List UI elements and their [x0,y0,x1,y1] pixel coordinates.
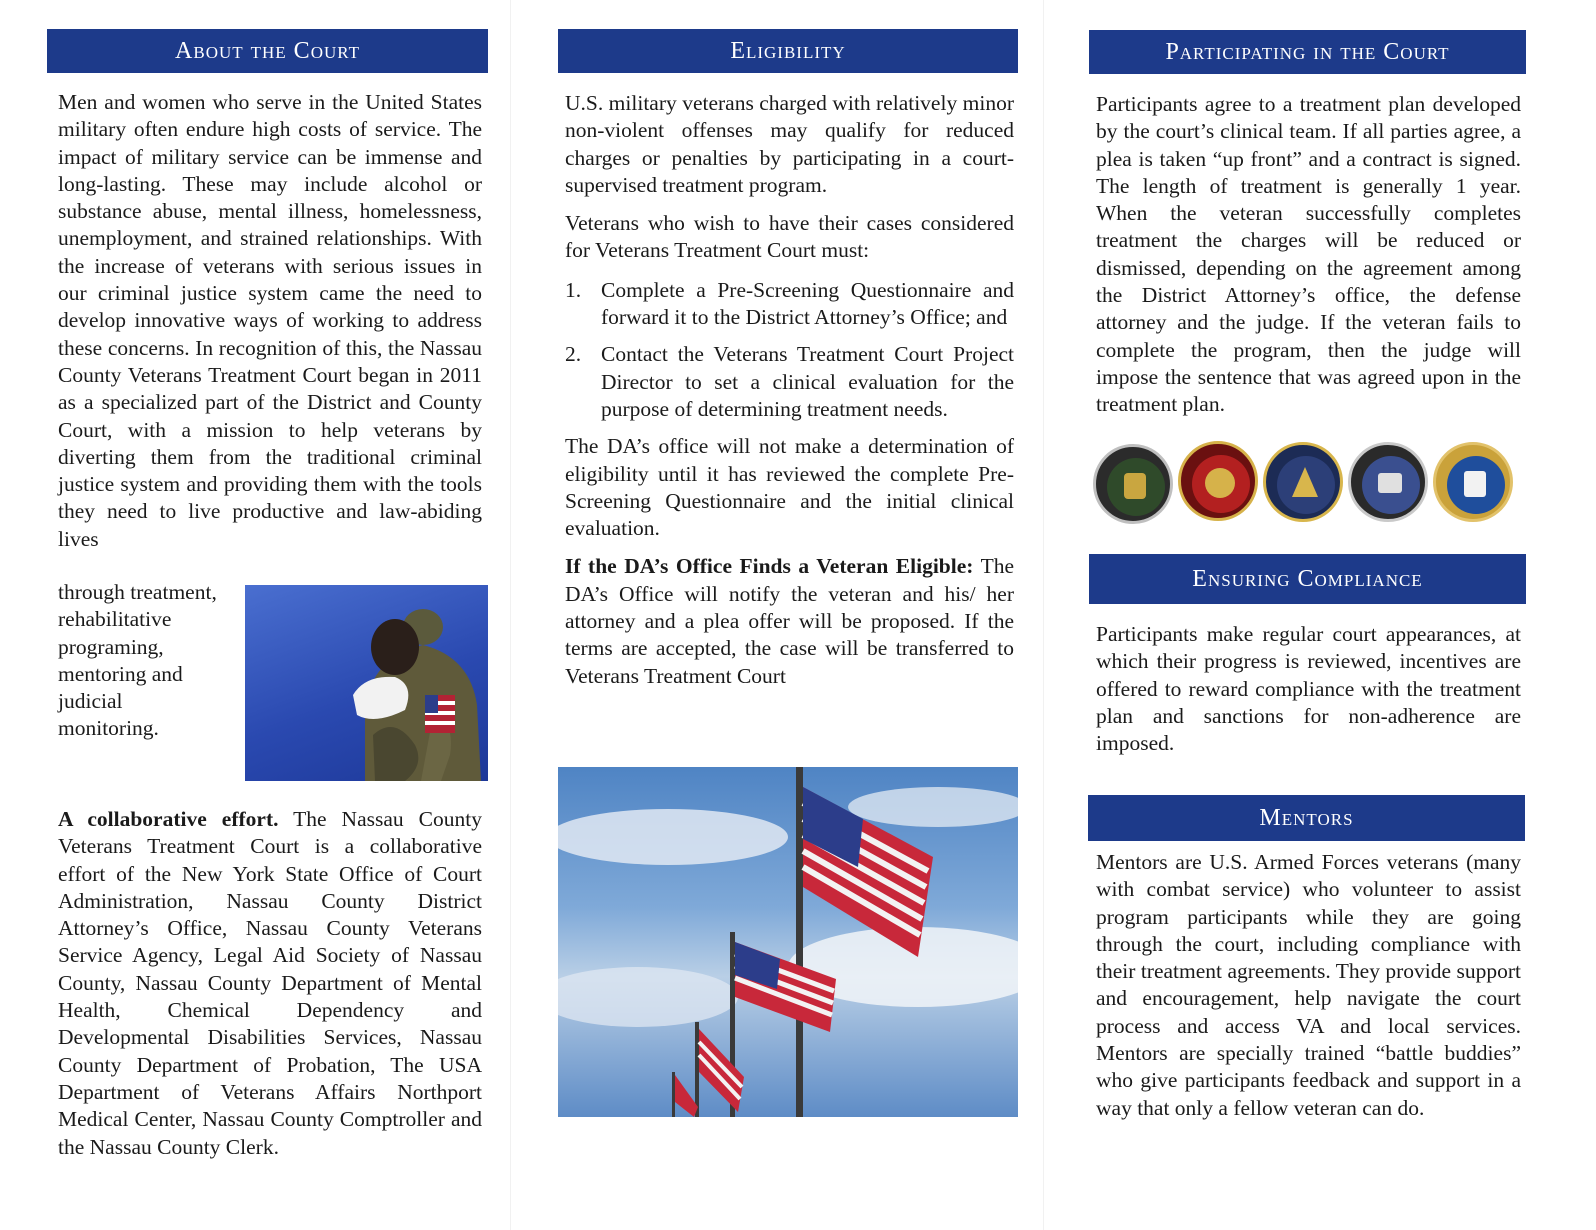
participating-paragraph: Participants agree to a treatment plan developed by the court’s clinical team. If all parties agree, a plea is taken “up front” and a contract is signed. The length of treatment is generally 1 year. When the veteran successfully completes treatment the charges will be reduced or dismissed, depending on the agreement among the District Attorney’s office, the defense attorney and the judge. If the veteran fails to complete the program, then the judge will impose the sentence that was agreed upon in the treatment plan. [1096,92,1521,417]
army-seal-icon [1093,444,1173,524]
collaborative-effort-body: The Nassau County Veterans Treatment Court is a collaborative effort of the New York State Office of Court Administration, Nassau County District Attorney’s Office, Nassau County Veterans Service Agency, Legal Aid Society of Nassau County, Nassau County Department of Mental Health, Chemical Dependency and Developmental Disabilities Services, Nassau County Department of Probation, The USA Department of Veterans Affairs Northport Medical Center, Nassau County Comptroller and the Nassau County Clerk. [58,807,482,1159]
veteran-hug-photo [245,585,488,781]
compliance-paragraph: Participants make regular court appearances, at which their progress is reviewed, incentives are offered to reward compliance with the treatment plan and sanctions for non-adherence are imposed. [1096,622,1521,756]
navy-seal-icon [1263,442,1343,522]
mentors-title: Mentors [1259,804,1354,831]
about-court-title: About the Court [175,37,360,64]
list-item: 2. Contact the Veterans Treatment Court Project Director to set a clinical evaluation for the purpose of determining treatment needs. [565,342,1014,421]
about-court-text-top [58,89,482,553]
eligibility-title: Eligibility [730,37,846,64]
compliance-title: Ensuring Compliance [1192,565,1423,592]
compliance-text [1096,621,1521,757]
participating-text [1096,91,1521,419]
air-force-seal-icon [1348,442,1428,522]
participating-header [1089,30,1526,74]
flags-photo [558,767,1018,1117]
eligible-lead: If the DA’s Office Finds a Veteran Eligible: [565,554,974,579]
about-court-paragraph-end: through treatment, rehabilitative programing, mentoring and judicial monitoring. [58,580,217,741]
eligibility-paragraph-1: U.S. military veterans charged with relatively minor non-violent offenses may qualify for reduced charges or penalties by participating in a court-supervised treatment program. [565,91,1014,197]
eligible-body: The DA’s Office will notify the veteran and his/ her attorney and a plea offer will be proposed. If the terms are accepted, the case will be transferred to Veterans Treatment Court [565,554,1014,688]
eligibility-paragraph-3: The DA’s office will not make a determination of eligibility until it has reviewed the complete Pre-Screening Questionnaire and the initial clinical evaluation. [565,434,1014,541]
eligibility-requirements-list [565,277,1014,423]
mentors-header [1088,795,1525,841]
about-court-text-bottom [58,579,218,743]
about-court-header [47,29,488,73]
service-seals [1090,441,1526,527]
eligibility-text [565,90,1014,690]
eligibility-paragraph-2: Veterans who wish to have their cases considered for Veterans Treatment Court must: [565,211,1014,263]
collaborative-effort-lead: A collaborative effort. [58,807,279,831]
mentors-text [1096,849,1521,1122]
list-item: 1. Complete a Pre-Screening Questionnaire and forward it to the District Attorney’s Office; and [565,277,1014,330]
marine-corps-seal-icon [1178,441,1258,521]
coast-guard-seal-icon [1433,442,1513,522]
mentors-paragraph: Mentors are U.S. Armed Forces veterans (many with combat service) who volunteer to assist program participants while they are going through the court, including compliance with their treatment agreements. They provide support and encouragement, help navigate the court process and access VA and local services. Mentors are specially trained “battle buddies” who give participants feedback and support in a way that only a fellow veteran can do. [1096,850,1521,1120]
eligibility-header [558,29,1018,73]
participating-title: Participating in the Court [1165,38,1450,65]
about-court-paragraph: Men and women who serve in the United States military often endure high costs of service. The impact of military service can be immense and long-lasting. These may include alcohol or substance abuse, mental illness, homelessness, unemployment, and strained relationships. With the increase of veterans with serious issues in our criminal justice system came the need to develop innovative ways of working to address these concerns. In recognition of this, the Nassau County Veterans Treatment Court began in 2011 as a specialized part of the District and County Court, with a mission to help veterans by diverting them from the traditional criminal justice system and providing them with the tools they need to live productive and law-abiding lives [58,90,482,551]
eligible-paragraph [565,553,1014,689]
collaborative-effort-text [58,806,482,1161]
compliance-header [1089,554,1526,604]
